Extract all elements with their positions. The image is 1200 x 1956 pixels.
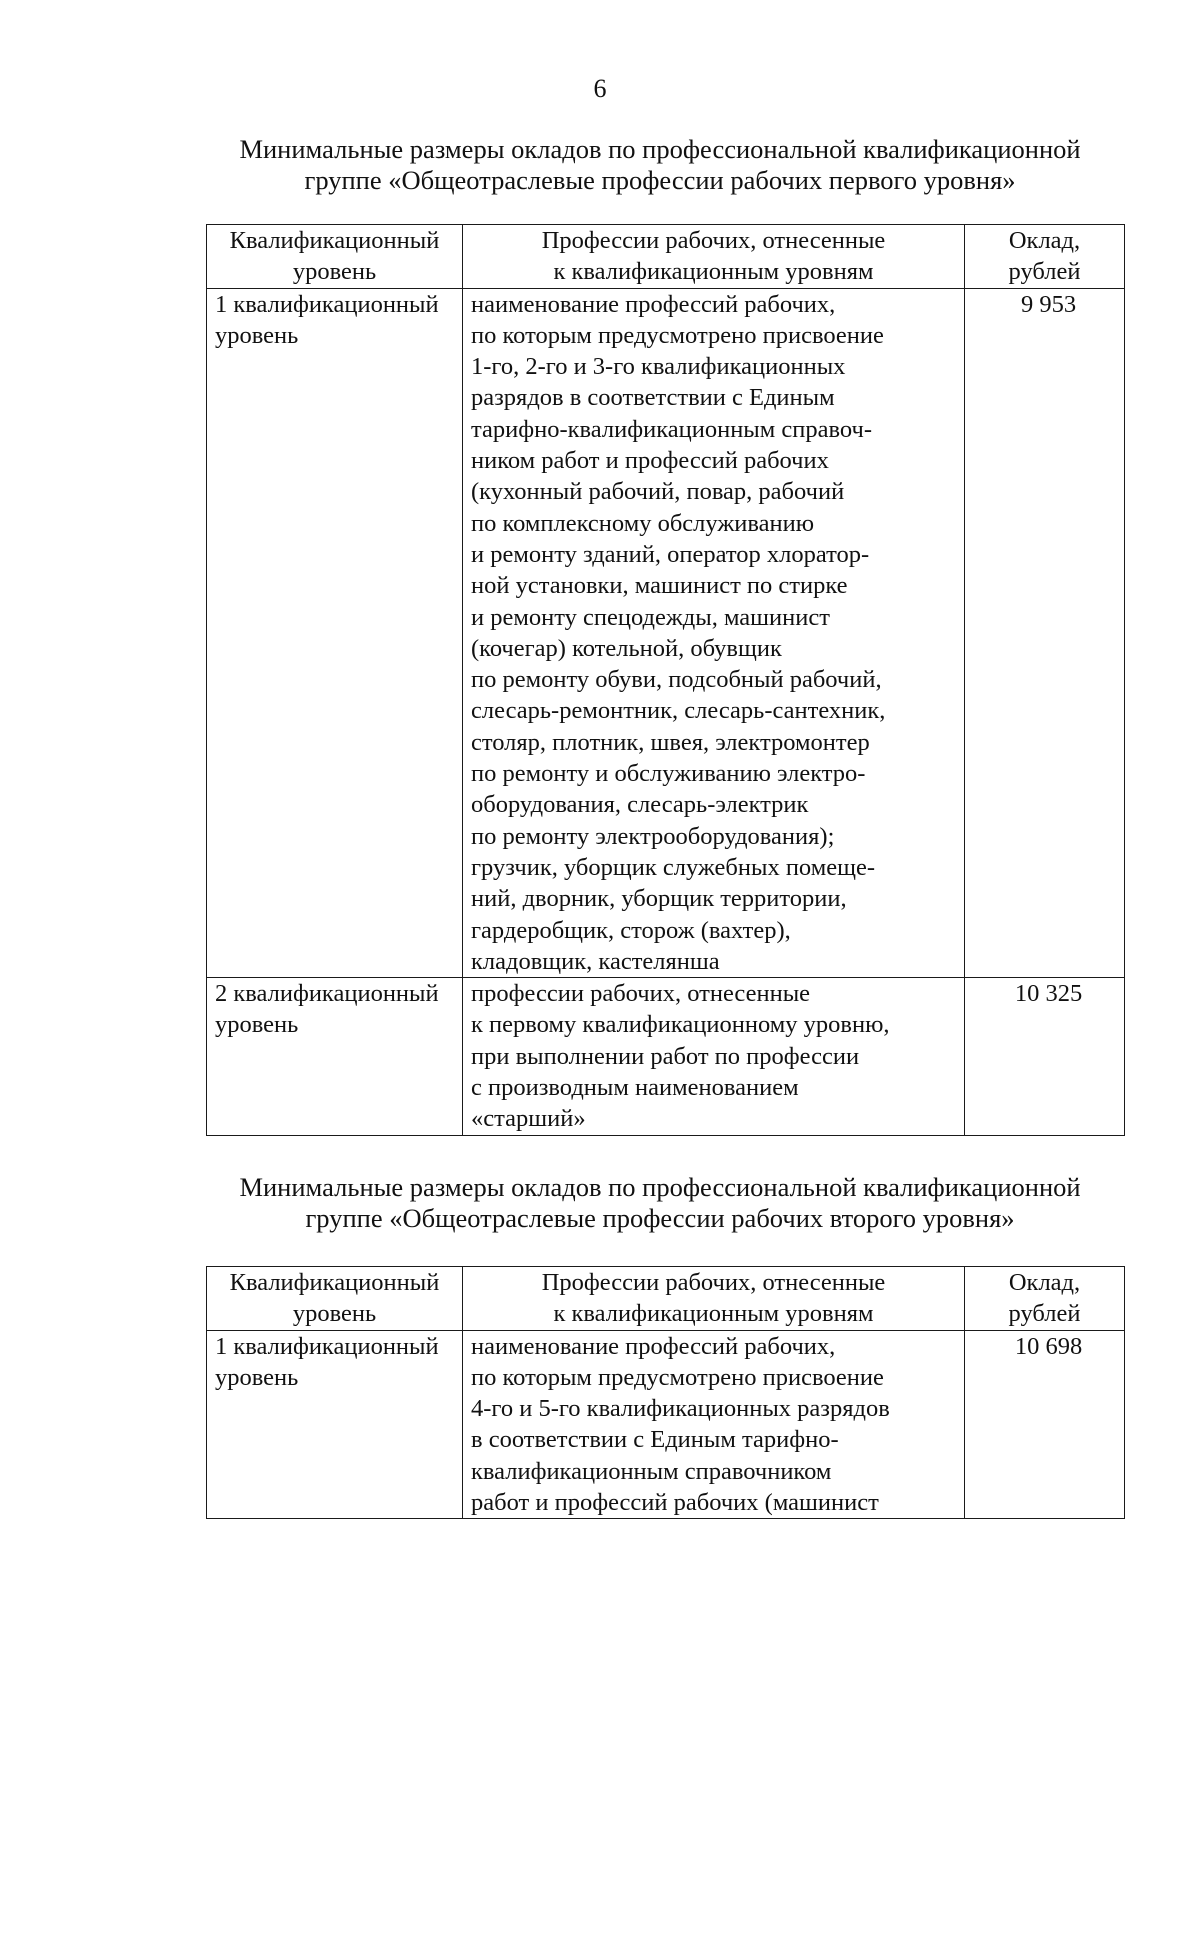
description-cell xyxy=(463,288,965,978)
header-text: Квалификационный xyxy=(229,227,440,254)
description-line: и ремонту спецодежды, машинист xyxy=(471,603,830,631)
description-cell xyxy=(463,1330,965,1519)
description-line: оборудования, слесарь-электрик xyxy=(471,791,809,819)
header-text: Профессии рабочих, отнесенные xyxy=(541,1269,886,1296)
table-header-row xyxy=(207,225,1125,289)
description-line: квалификационным справочником xyxy=(471,1457,832,1485)
section-1-title xyxy=(200,134,1120,196)
description-line: по комплексному обслуживанию xyxy=(471,509,815,537)
description-line: профессии рабочих, отнесенные xyxy=(471,980,811,1008)
description-line: слесарь-ремонтник, слесарь-сантехник, xyxy=(471,697,886,725)
description-line: наименование профессий рабочих, xyxy=(471,290,836,318)
table-header-row xyxy=(207,1267,1125,1331)
level-cell xyxy=(207,288,463,978)
description-line: столяр, плотник, швея, электромонтер xyxy=(471,728,870,756)
header-text: рублей xyxy=(1008,1300,1081,1328)
description-line: по которым предусмотрено присвоение xyxy=(471,321,884,349)
description-line: при выполнении работ по профессии xyxy=(471,1042,860,1070)
description-line: в соответствии с Единым тарифно- xyxy=(471,1426,839,1454)
table-row xyxy=(207,978,1125,1135)
description-line: по ремонту электрооборудования); xyxy=(471,822,835,850)
salary-table-second-level xyxy=(206,1266,1125,1519)
salary-table-first-level xyxy=(206,224,1125,1136)
description-line: «старший» xyxy=(471,1105,586,1133)
description-line: к первому квалификационному уровню, xyxy=(471,1011,890,1039)
header-text: Профессии рабочих, отнесенные xyxy=(541,227,886,254)
salary-cell: 10 698 xyxy=(965,1330,1125,1519)
header-text: Квалификационный xyxy=(229,1269,440,1296)
salary-cell: 9 953 xyxy=(965,288,1125,978)
description-line: наименование профессий рабочих, xyxy=(471,1332,836,1360)
header-text: рублей xyxy=(1008,258,1081,286)
header-text: к квалификационным уровням xyxy=(553,258,874,286)
level-cell xyxy=(207,1330,463,1519)
description-line: тарифно-квалификационным справоч- xyxy=(471,415,872,443)
salary-cell: 10 325 xyxy=(965,978,1125,1135)
description-line: кладовщик, кастелянша xyxy=(471,947,720,975)
header-text: уровень xyxy=(292,1300,377,1328)
description-line: по ремонту обуви, подсобный рабочий, xyxy=(471,666,882,694)
description-line: работ и профессий рабочих (машинист xyxy=(471,1489,879,1517)
header-salary-cell xyxy=(965,225,1125,289)
header-text: уровень xyxy=(292,258,377,286)
section-2-title-line-1: Минимальные размеры окладов по профессиональной квалификационной xyxy=(239,1172,1081,1202)
header-level-cell xyxy=(207,225,463,289)
header-level-cell xyxy=(207,1267,463,1331)
section-2-title xyxy=(200,1172,1120,1234)
page-number: 6 xyxy=(593,74,607,103)
table-row xyxy=(207,1330,1125,1519)
description-line: гардеробщик, сторож (вахтер), xyxy=(471,916,791,944)
description-line: 1-го, 2-го и 3-го квалификационных xyxy=(471,353,846,381)
header-salary-cell xyxy=(965,1267,1125,1331)
header-professions-cell xyxy=(463,1267,965,1331)
section-2-title-line-2: группе «Общеотраслевые профессии рабочих второго уровня» xyxy=(305,1203,1015,1233)
level-text: уровень xyxy=(215,1363,299,1391)
description-line: ником работ и профессий рабочих xyxy=(471,447,829,475)
description-cell xyxy=(463,978,965,1135)
level-cell xyxy=(207,978,463,1135)
description-line: по которым предусмотрено присвоение xyxy=(471,1363,884,1391)
description-line: по ремонту и обслуживанию электро- xyxy=(471,760,866,788)
description-line: и ремонту зданий, оператор хлоратор- xyxy=(471,540,870,568)
description-line: ний, дворник, уборщик территории, xyxy=(471,885,847,913)
level-text: уровень xyxy=(215,321,299,349)
level-text: 2 квалификационный xyxy=(215,980,439,1008)
description-line: (кочегар) котельной, обувщик xyxy=(471,634,782,662)
description-line: грузчик, уборщик служебных помеще- xyxy=(471,853,875,881)
description-line: с производным наименованием xyxy=(471,1074,799,1102)
level-text: уровень xyxy=(215,1011,299,1039)
header-text: Оклад, xyxy=(1008,227,1081,254)
section-1-title-line-2: группе «Общеотраслевые профессии рабочих первого уровня» xyxy=(304,165,1016,195)
description-line: (кухонный рабочий, повар, рабочий xyxy=(471,478,845,506)
header-text: к квалификационным уровням xyxy=(553,1300,874,1328)
description-line: 4-го и 5-го квалификационных разрядов xyxy=(471,1395,890,1423)
level-text: 1 квалификационный xyxy=(215,1332,439,1360)
description-line: разрядов в соответствии с Единым xyxy=(471,384,835,412)
description-line: ной установки, машинист по стирке xyxy=(471,572,848,600)
table-row xyxy=(207,288,1125,978)
level-text: 1 квалификационный xyxy=(215,290,439,318)
header-professions-cell xyxy=(463,225,965,289)
header-text: Оклад, xyxy=(1008,1269,1081,1296)
section-1-title-line-1: Минимальные размеры окладов по профессиональной квалификационной xyxy=(239,134,1081,164)
